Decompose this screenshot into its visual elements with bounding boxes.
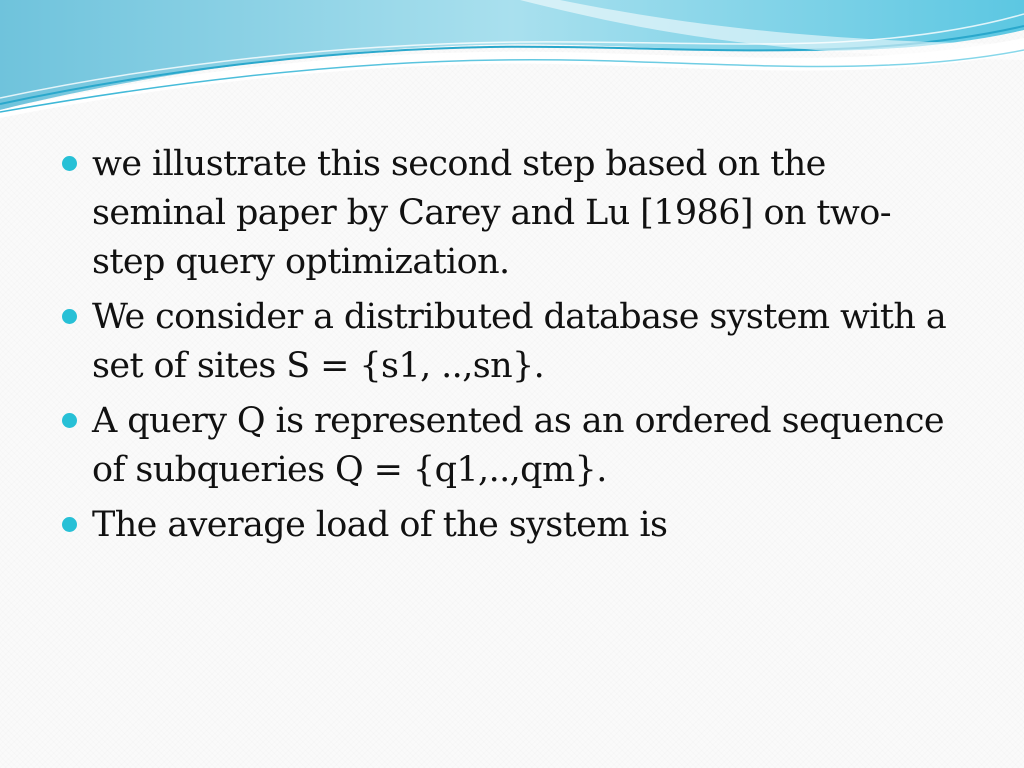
bullet-item xyxy=(62,140,962,287)
bullet-text: The average load of the system is xyxy=(92,505,668,545)
header-wave-decoration xyxy=(0,0,1024,130)
bullet-list xyxy=(62,140,962,556)
bullet-text: We consider a distributed database system with a set of sites S = {s1, ..,sn}. xyxy=(92,297,947,386)
bullet-dot-icon xyxy=(62,517,77,532)
bullet-dot-icon xyxy=(62,156,77,171)
bullet-item xyxy=(62,501,962,550)
bullet-dot-icon xyxy=(62,413,77,428)
bullet-item xyxy=(62,293,962,391)
bullet-dot-icon xyxy=(62,309,77,324)
bullet-text: we illustrate this second step based on the seminal paper by Carey and Lu [1986] on two-step query optimization. xyxy=(92,144,891,282)
bullet-text: A query Q is represented as an ordered sequence of subqueries Q = {q1,..,qm}. xyxy=(92,401,944,490)
bullet-item xyxy=(62,397,962,495)
